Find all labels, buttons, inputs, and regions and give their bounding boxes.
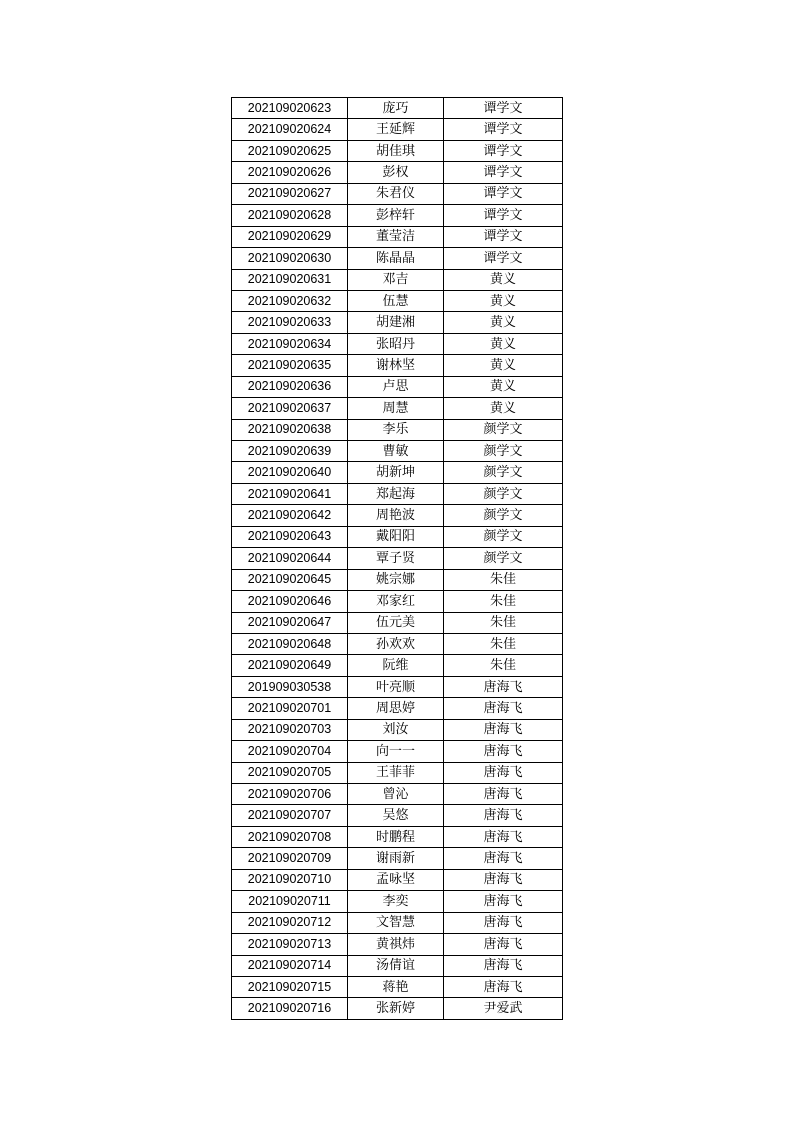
- student-id-cell: 202109020703: [232, 719, 348, 740]
- teacher-name-cell: 唐海飞: [444, 784, 563, 805]
- teacher-name-cell: 唐海飞: [444, 741, 563, 762]
- student-id-cell: 202109020634: [232, 333, 348, 354]
- student-name-cell: 卢思: [348, 376, 444, 397]
- student-table: [231, 97, 563, 1020]
- table-row: [232, 591, 563, 612]
- student-name-cell: 谢雨新: [348, 848, 444, 869]
- teacher-name-cell: 谭学文: [444, 248, 563, 269]
- student-name-cell: 曹敏: [348, 441, 444, 462]
- teacher-name-cell: 颜学文: [444, 505, 563, 526]
- table-row: [232, 998, 563, 1019]
- teacher-name-cell: 唐海飞: [444, 934, 563, 955]
- student-name-cell: 阮维: [348, 655, 444, 676]
- student-id-cell: 202109020630: [232, 248, 348, 269]
- teacher-name-cell: 谭学文: [444, 205, 563, 226]
- table-row: [232, 226, 563, 247]
- table-row: [232, 805, 563, 826]
- student-name-cell: 董莹洁: [348, 226, 444, 247]
- student-id-cell: 202109020632: [232, 290, 348, 311]
- table-row: [232, 676, 563, 697]
- student-id-cell: 202109020711: [232, 891, 348, 912]
- student-id-cell: 202109020715: [232, 976, 348, 997]
- student-name-cell: 戴阳阳: [348, 526, 444, 547]
- teacher-name-cell: 朱佳: [444, 591, 563, 612]
- teacher-name-cell: 颜学文: [444, 548, 563, 569]
- table-row: [232, 483, 563, 504]
- student-id-cell: 202109020707: [232, 805, 348, 826]
- teacher-name-cell: 朱佳: [444, 569, 563, 590]
- student-name-cell: 李乐: [348, 419, 444, 440]
- teacher-name-cell: 谭学文: [444, 119, 563, 140]
- table-row: [232, 976, 563, 997]
- table-row: [232, 826, 563, 847]
- student-name-cell: 庞巧: [348, 98, 444, 119]
- table-row: [232, 183, 563, 204]
- student-id-cell: 202109020710: [232, 869, 348, 890]
- student-id-cell: 202109020637: [232, 398, 348, 419]
- student-name-cell: 周慧: [348, 398, 444, 419]
- teacher-name-cell: 唐海飞: [444, 869, 563, 890]
- student-name-cell: 姚宗娜: [348, 569, 444, 590]
- table-row: [232, 248, 563, 269]
- student-id-cell: 201909030538: [232, 676, 348, 697]
- table-row: [232, 462, 563, 483]
- student-name-cell: 向一一: [348, 741, 444, 762]
- student-id-cell: 202109020714: [232, 955, 348, 976]
- student-name-cell: 孟咏坚: [348, 869, 444, 890]
- student-name-cell: 邓吉: [348, 269, 444, 290]
- table-row: [232, 441, 563, 462]
- table-row: [232, 290, 563, 311]
- teacher-name-cell: 唐海飞: [444, 805, 563, 826]
- table-row: [232, 376, 563, 397]
- student-name-cell: 彭梓轩: [348, 205, 444, 226]
- table-row: [232, 205, 563, 226]
- table-row: [232, 119, 563, 140]
- table-row: [232, 655, 563, 676]
- student-name-cell: 王菲菲: [348, 762, 444, 783]
- student-id-cell: 202109020641: [232, 483, 348, 504]
- table-row: [232, 633, 563, 654]
- student-name-cell: 黄祺炜: [348, 934, 444, 955]
- student-name-cell: 文智慧: [348, 912, 444, 933]
- student-id-cell: 202109020639: [232, 441, 348, 462]
- table-row: [232, 848, 563, 869]
- table-row: [232, 762, 563, 783]
- student-id-cell: 202109020716: [232, 998, 348, 1019]
- student-name-cell: 叶亮顺: [348, 676, 444, 697]
- teacher-name-cell: 唐海飞: [444, 826, 563, 847]
- student-name-cell: 谢林坚: [348, 355, 444, 376]
- student-name-cell: 王延辉: [348, 119, 444, 140]
- teacher-name-cell: 黄义: [444, 333, 563, 354]
- student-id-cell: 202109020647: [232, 612, 348, 633]
- student-id-cell: 202109020635: [232, 355, 348, 376]
- table-row: [232, 269, 563, 290]
- student-name-cell: 胡佳琪: [348, 140, 444, 161]
- teacher-name-cell: 唐海飞: [444, 912, 563, 933]
- student-id-cell: 202109020705: [232, 762, 348, 783]
- table-row: [232, 741, 563, 762]
- teacher-name-cell: 颜学文: [444, 526, 563, 547]
- teacher-name-cell: 唐海飞: [444, 891, 563, 912]
- teacher-name-cell: 颜学文: [444, 441, 563, 462]
- student-id-cell: 202109020704: [232, 741, 348, 762]
- table-row: [232, 912, 563, 933]
- teacher-name-cell: 唐海飞: [444, 762, 563, 783]
- student-id-cell: 202109020649: [232, 655, 348, 676]
- student-id-cell: 202109020623: [232, 98, 348, 119]
- student-id-cell: 202109020625: [232, 140, 348, 161]
- student-name-cell: 曾沁: [348, 784, 444, 805]
- teacher-name-cell: 唐海飞: [444, 719, 563, 740]
- student-id-cell: 202109020642: [232, 505, 348, 526]
- table-row: [232, 719, 563, 740]
- student-name-cell: 孙欢欢: [348, 633, 444, 654]
- student-id-cell: 202109020709: [232, 848, 348, 869]
- student-name-cell: 汤倩谊: [348, 955, 444, 976]
- table-row: [232, 869, 563, 890]
- teacher-name-cell: 谭学文: [444, 183, 563, 204]
- teacher-name-cell: 朱佳: [444, 655, 563, 676]
- table-row: [232, 355, 563, 376]
- student-name-cell: 胡建湘: [348, 312, 444, 333]
- student-table-body: [232, 98, 563, 1020]
- student-id-cell: 202109020624: [232, 119, 348, 140]
- student-id-cell: 202109020629: [232, 226, 348, 247]
- student-name-cell: 胡新坤: [348, 462, 444, 483]
- student-id-cell: 202109020706: [232, 784, 348, 805]
- student-id-cell: 202109020631: [232, 269, 348, 290]
- teacher-name-cell: 唐海飞: [444, 676, 563, 697]
- table-row: [232, 698, 563, 719]
- teacher-name-cell: 颜学文: [444, 483, 563, 504]
- student-id-cell: 202109020712: [232, 912, 348, 933]
- table-row: [232, 333, 563, 354]
- teacher-name-cell: 朱佳: [444, 633, 563, 654]
- student-id-cell: 202109020713: [232, 934, 348, 955]
- student-id-cell: 202109020633: [232, 312, 348, 333]
- student-name-cell: 吴悠: [348, 805, 444, 826]
- student-id-cell: 202109020627: [232, 183, 348, 204]
- table-row: [232, 548, 563, 569]
- student-name-cell: 郑起海: [348, 483, 444, 504]
- student-name-cell: 彭权: [348, 162, 444, 183]
- student-id-cell: 202109020644: [232, 548, 348, 569]
- table-row: [232, 891, 563, 912]
- teacher-name-cell: 唐海飞: [444, 976, 563, 997]
- student-id-cell: 202109020701: [232, 698, 348, 719]
- student-id-cell: 202109020636: [232, 376, 348, 397]
- student-id-cell: 202109020645: [232, 569, 348, 590]
- table-row: [232, 612, 563, 633]
- student-id-cell: 202109020646: [232, 591, 348, 612]
- table-row: [232, 398, 563, 419]
- table-row: [232, 955, 563, 976]
- teacher-name-cell: 尹爱武: [444, 998, 563, 1019]
- student-id-cell: 202109020643: [232, 526, 348, 547]
- student-name-cell: 李奕: [348, 891, 444, 912]
- student-name-cell: 周思婷: [348, 698, 444, 719]
- student-id-cell: 202109020628: [232, 205, 348, 226]
- student-name-cell: 刘汝: [348, 719, 444, 740]
- teacher-name-cell: 谭学文: [444, 162, 563, 183]
- student-name-cell: 时鹏程: [348, 826, 444, 847]
- teacher-name-cell: 黄义: [444, 376, 563, 397]
- table-row: [232, 140, 563, 161]
- student-name-cell: 朱君仪: [348, 183, 444, 204]
- teacher-name-cell: 颜学文: [444, 462, 563, 483]
- table-row: [232, 505, 563, 526]
- student-name-cell: 周艳波: [348, 505, 444, 526]
- teacher-name-cell: 颜学文: [444, 419, 563, 440]
- student-name-cell: 覃子贤: [348, 548, 444, 569]
- student-id-cell: 202109020648: [232, 633, 348, 654]
- teacher-name-cell: 黄义: [444, 355, 563, 376]
- teacher-name-cell: 谭学文: [444, 140, 563, 161]
- table-row: [232, 934, 563, 955]
- table-row: [232, 419, 563, 440]
- student-id-cell: 202109020640: [232, 462, 348, 483]
- student-id-cell: 202109020626: [232, 162, 348, 183]
- table-row: [232, 784, 563, 805]
- teacher-name-cell: 黄义: [444, 312, 563, 333]
- teacher-name-cell: 朱佳: [444, 612, 563, 633]
- table-row: [232, 569, 563, 590]
- teacher-name-cell: 谭学文: [444, 226, 563, 247]
- teacher-name-cell: 唐海飞: [444, 848, 563, 869]
- teacher-name-cell: 唐海飞: [444, 698, 563, 719]
- teacher-name-cell: 唐海飞: [444, 955, 563, 976]
- table-row: [232, 526, 563, 547]
- teacher-name-cell: 谭学文: [444, 98, 563, 119]
- teacher-name-cell: 黄义: [444, 290, 563, 311]
- student-name-cell: 邓家红: [348, 591, 444, 612]
- table-row: [232, 98, 563, 119]
- student-name-cell: 蒋艳: [348, 976, 444, 997]
- student-name-cell: 张昭丹: [348, 333, 444, 354]
- table-row: [232, 312, 563, 333]
- student-name-cell: 伍慧: [348, 290, 444, 311]
- table-row: [232, 162, 563, 183]
- student-id-cell: 202109020638: [232, 419, 348, 440]
- teacher-name-cell: 黄义: [444, 398, 563, 419]
- student-name-cell: 伍元美: [348, 612, 444, 633]
- student-name-cell: 张新婷: [348, 998, 444, 1019]
- student-name-cell: 陈晶晶: [348, 248, 444, 269]
- student-id-cell: 202109020708: [232, 826, 348, 847]
- teacher-name-cell: 黄义: [444, 269, 563, 290]
